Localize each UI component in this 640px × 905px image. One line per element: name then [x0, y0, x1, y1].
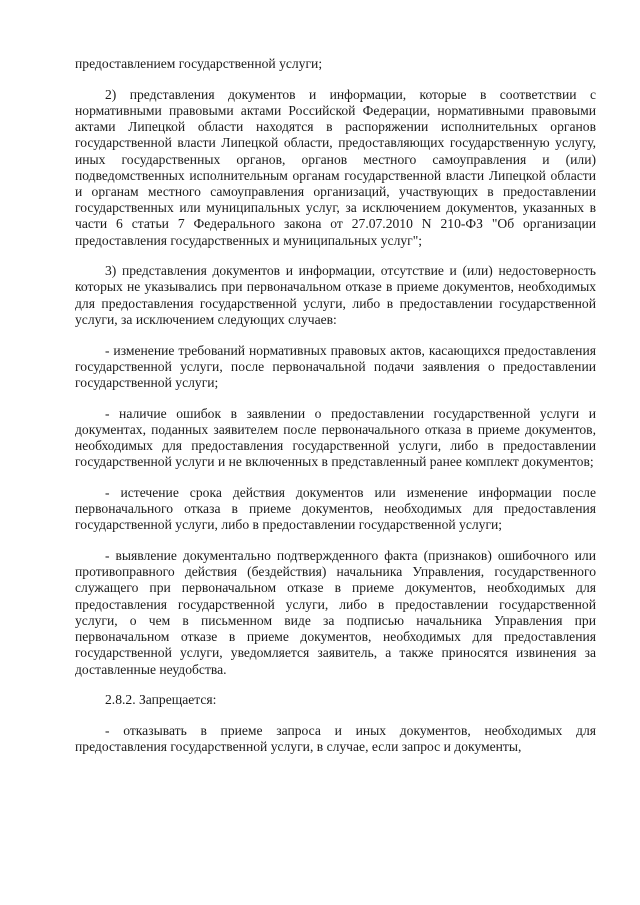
paragraph-section-heading: 2.8.2. Запрещается:	[105, 692, 217, 708]
paragraph-prohibition-1: - отказывать в приеме запроса и иных документов, необходимых для предоставления государственной услуги, в случае, если запрос и документы,	[75, 722, 596, 755]
paragraph-case-1: - изменение требований нормативных правовых актов, касающихся предоставления государственной услуги, после первоначальной подачи заявления о предоставлении государственной услуги;	[75, 342, 596, 390]
paragraph-item-3: 3) представления документов и информации, отсутствие и (или) недостоверность которых не указывались при первоначальном отказе в приеме документов, необходимых для предоставления государственной услуги, либо в предоставлении государственной услуги, за исключением следующих случаев:	[75, 263, 596, 327]
paragraph-case-4: - выявление документально подтвержденного факта (признаков) ошибочного или противоправного действия (бездействия) начальника Управления, государственного служащего при первоначальном отказе в приеме документов, необходимых для предоставления государственной услуги, либо в предоставлении государственной услуги, о чем в письменном виде за подписью начальника Управления при первоначальном отказе в приеме документов, необходимых для предоставления государственной услуги, уведомляется заявитель, а также приносятся извинения за доставленные неудобства.	[75, 548, 596, 677]
paragraph-continuation: предоставлением государственной услуги;	[75, 56, 323, 71]
paragraph-case-2: - наличие ошибок в заявлении о предоставлении государственной услуги и документах, поданных заявителем после первоначального отказа в приеме документов, необходимых для предоставления государственной услуги, либо в предоставлении государственной услуги и не включенных в представленный ранее комплект документов;	[75, 405, 596, 470]
paragraph-item-2: 2) представления документов и информации, которые в соответствии с нормативными правовыми актами Российской Федерации, нормативными правовыми актами Липецкой области находятся в распоряжении исполнительных органов государственной власти Липецкой области, предоставляющих государственную услугу, иных государственных органов, органов местного самоуправления и (или) подведомственных исполнительным органам государственной власти Липецкой области и органам местного самоуправления организаций, участвующих в предоставлении государственных или муниципальных услуг, за исключением документов, указанных в части 6 статьи 7 Федерального закона от 27.07.2010 N 210-ФЗ "Об организации предоставления государственных и муниципальных услуг";	[75, 86, 596, 248]
paragraph-case-3: - истечение срока действия документов или изменение информации после первоначального отказа в приеме документов, необходимых для предоставления государственной услуги, либо в предоставлении государственной услуги;	[75, 484, 596, 533]
document-page	[75, 56, 596, 770]
